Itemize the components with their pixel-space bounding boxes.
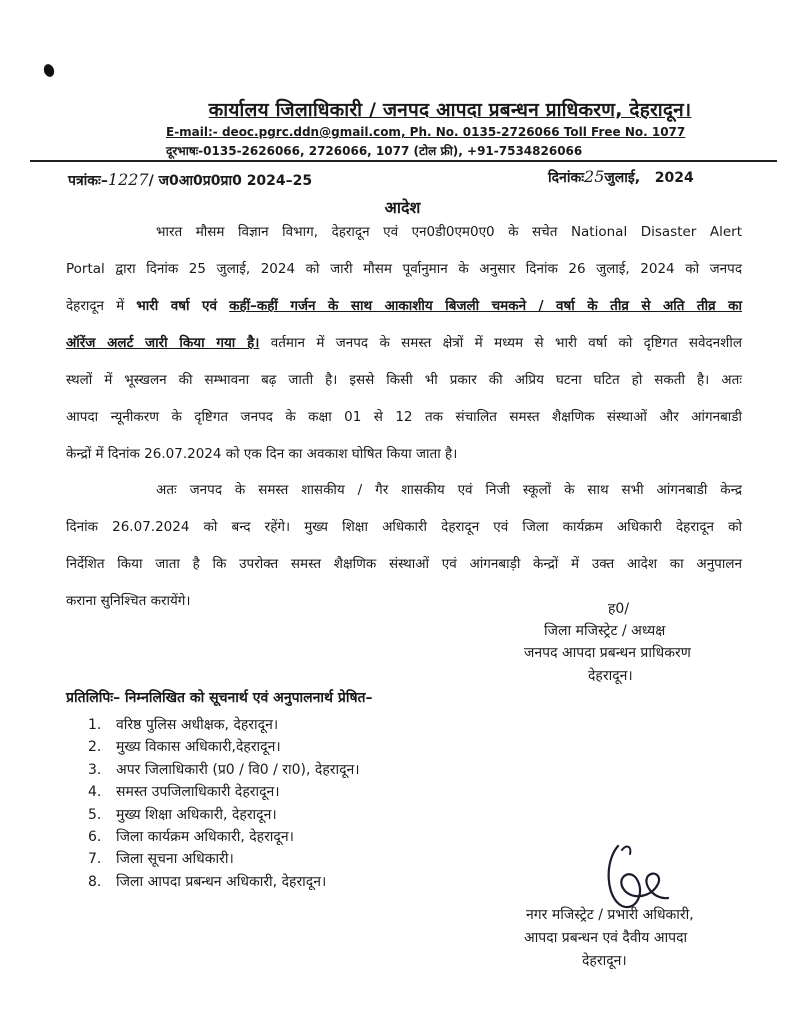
list-item: 8. जिला आपदा प्रबन्धन अधिकारी, देहरादून। (88, 873, 327, 890)
date-month: जुलाई, (604, 170, 641, 186)
body-line-10: निर्देशित किया जाता है कि उपरोक्त समस्त शैक्षणिक संस्थाओं एवं आंगनबाड़ी केन्द्रों में उक्त आदेश का अनुपालन (66, 556, 742, 572)
reference-number (68, 170, 312, 190)
officer-department: आपदा प्रबन्धन एवं दैवीय आपदा (524, 930, 688, 946)
date-year: 2024 (654, 170, 694, 186)
body-line-2: Portal द्वारा दिनांक 25 जुलाई, 2024 को जारी मौसम पूर्वानुमान के अनुसार दिनांक 26 जुलाई, 2024 को जनपद (66, 261, 742, 277)
body-line-1: भारत मौसम विज्ञान विभाग, देहरादून एवं एन0डी0एम0ए0 के सचेत National Disaster Alert (156, 224, 742, 240)
date-handwritten-day: 25 (584, 167, 605, 186)
list-item: 6. जिला कार्यक्रम अधिकारी, देहरादून। (88, 828, 294, 845)
contact-telephone: दूरभाषः-0135-2626066, 2726066, 1077 (टोल फ्री), +91-7534826066 (166, 144, 583, 158)
list-item: 7. जिला सूचना अधिकारी। (88, 851, 234, 868)
copy-to-list (88, 715, 360, 894)
header-divider (30, 160, 777, 162)
body-line-7: केन्द्रों में दिनांक 26.07.2024 को एक दिन का अवकाश घोषित किया जाता है। (66, 446, 458, 462)
officer-location: देहरादून। (582, 953, 627, 969)
list-item: 5. मुख्य शिक्षा अधिकारी, देहरादून। (88, 806, 277, 823)
signatory-designation: जिला मजिस्ट्रेट / अध्यक्ष (544, 623, 666, 639)
signed-mark: ह0/ (608, 601, 630, 617)
date-prefix: दिनांकः (548, 170, 585, 186)
reference-prefix: पत्रांकः– (68, 173, 108, 189)
ink-mark (42, 63, 56, 79)
body-line-3: देहरादून में भारी वर्षा एवं कहीं–कहीं गर्जन के साथ आकाशीय बिजली चमकने / वर्षा के तीव्र से अति तीव्र का (66, 298, 742, 314)
office-heading: कार्यालय जिलाधिकारी / जनपद आपदा प्रबन्धन प्राधिकरण, देहरादून। (208, 99, 692, 121)
order-date (548, 167, 694, 187)
list-item: 3. अपर जिलाधिकारी (प्र0 / वि0 / रा0), देहरादून। (88, 761, 360, 778)
officer-designation: नगर मजिस्ट्रेट / प्रभारी अधिकारी, (526, 907, 694, 923)
signatory-location: देहरादून। (588, 668, 633, 684)
reference-suffix: / ज0आ0प्र0प्रा0 2024–25 (148, 173, 313, 189)
list-item: 1. वरिष्ठ पुलिस अधीक्षक, देहरादून। (88, 717, 279, 733)
list-item: 2. मुख्य विकास अधिकारी,देहरादून। (88, 739, 281, 756)
body-line-4: ऑरेंज अलर्ट जारी किया गया है। वर्तमान में जनपद के समस्त क्षेत्रों में मध्यम से भारी वर्षा को दृष्टिगत सवेदनशील (66, 335, 742, 351)
body-line-11: कराना सुनिश्चित करायेंगे। (66, 593, 191, 609)
body-line-8: अतः जनपद के समस्त शासकीय / गैर शासकीय एवं निजी स्कूलों के साथ सभी आंगनबाडी केन्द्र (156, 482, 742, 498)
reference-handwritten-number: 1227 (107, 170, 149, 189)
body-line-9: दिनांक 26.07.2024 को बन्द रहेंगे। मुख्य शिक्षा अधिकारी देहरादून एवं जिला कार्यक्रम अधिकारी देहरादून को (66, 519, 742, 535)
signatory-authority: जनपद आपदा प्रबन्धन प्राधिकरण (524, 645, 691, 661)
order-title: आदेश (384, 198, 421, 217)
copy-to-heading: प्रतिलिपिः– निम्नलिखित को सूचनार्थ एवं अनुपालनार्थ प्रेषित– (66, 690, 373, 706)
contact-email-phone: E-mail:- deoc.pgrc.ddn@gmail.com, Ph. No. 0135-2726066 Toll Free No. 1077 (166, 125, 686, 139)
list-item: 4. समस्त उपजिलाधिकारी देहरादून। (88, 784, 280, 801)
body-line-6: आपदा न्यूनीकरण के दृष्टिगत जनपद के कक्षा 01 से 12 तक संचालित समस्त शैक्षणिक संस्थाओं और आंगनबाडी (66, 409, 742, 425)
body-line-5: स्थलों में भूस्खलन की सम्भावना बढ़ जाती है। इससे किसी भी प्रकार की अप्रिय घटना घटित हो सकती है। अतः (66, 372, 742, 388)
